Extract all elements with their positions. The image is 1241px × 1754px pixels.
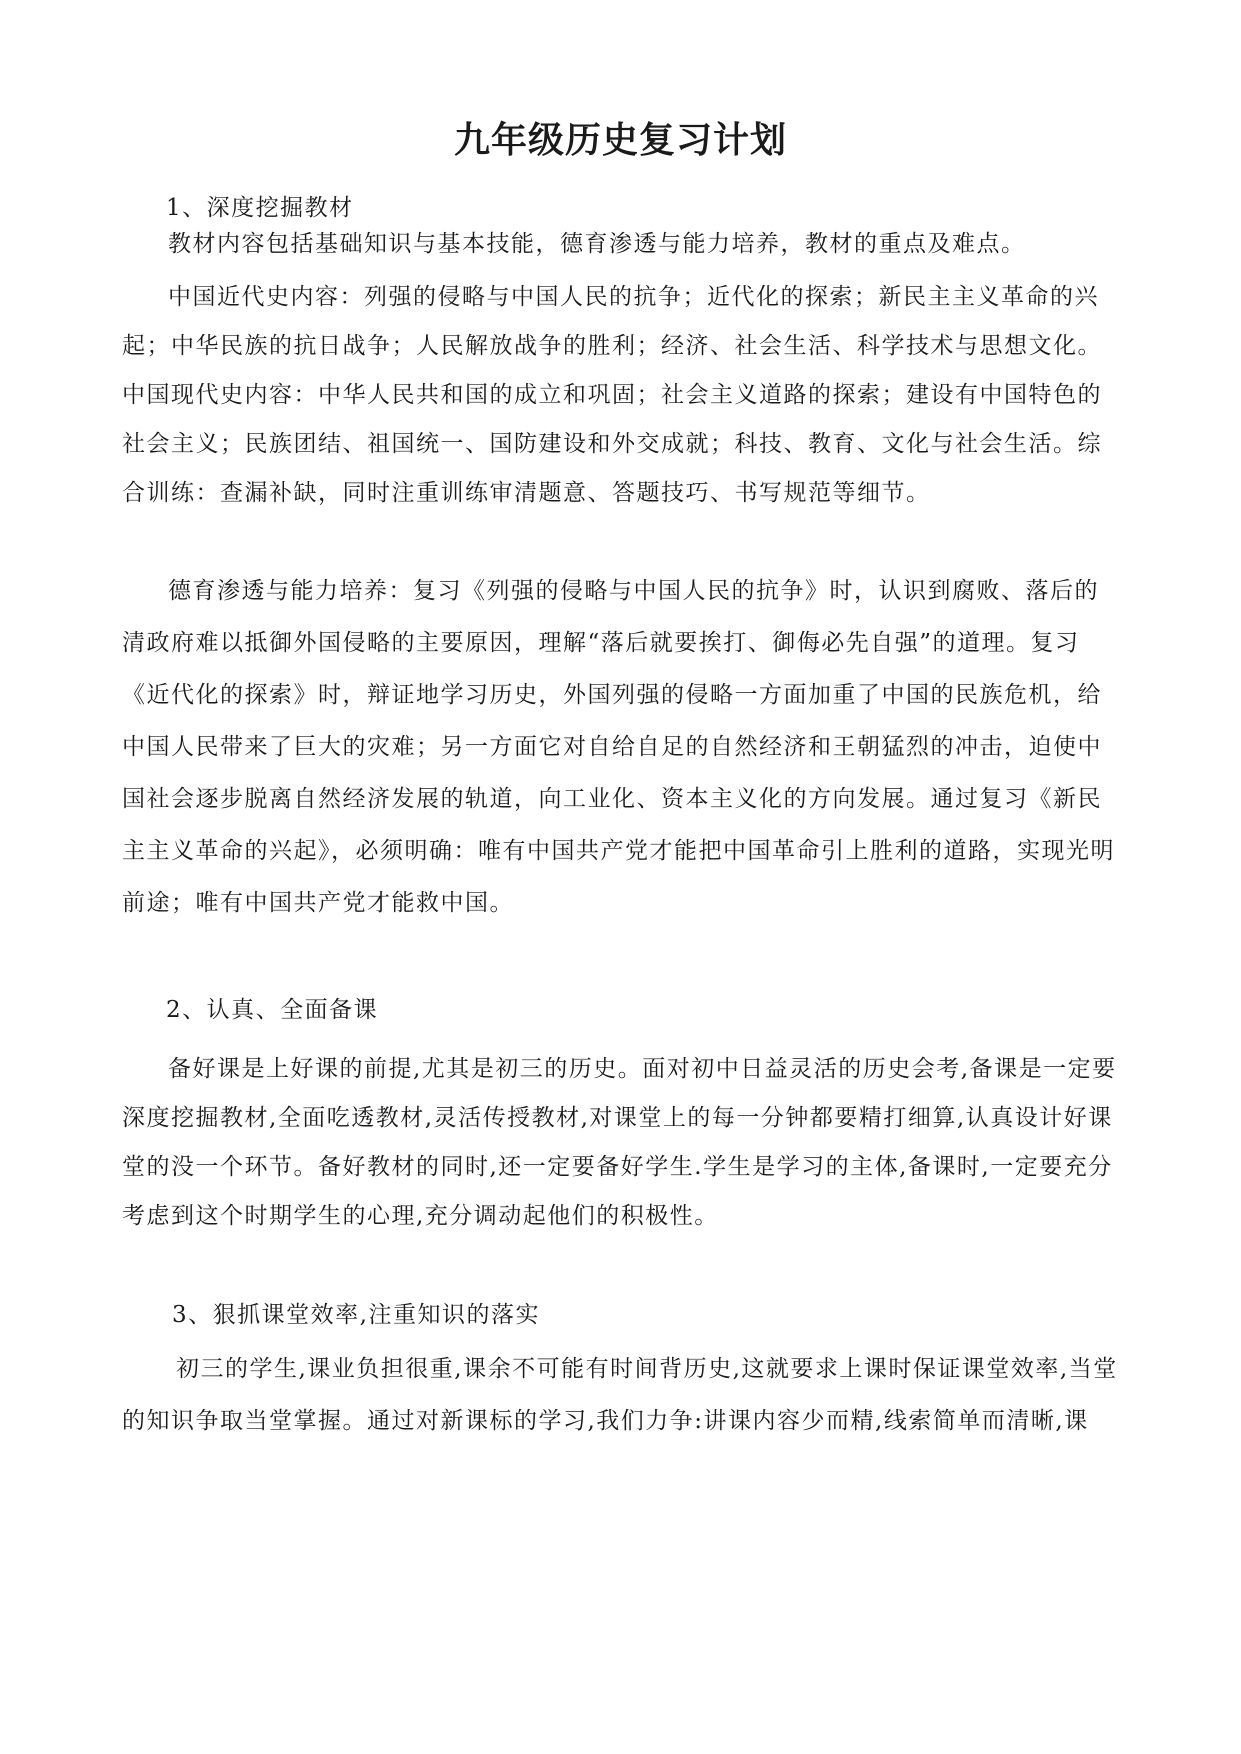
section-heading-3: 3、狠抓课堂效率,注重知识的落实	[172, 1302, 540, 1328]
document-title: 九年级历史复习计划	[453, 119, 787, 161]
paragraph-lesson-preparation: 备好课是上好课的前提,尤其是初三的历史。面对初中日益灵活的历史会考,备课是一定要深度挖掘教材,全面吃透教材,灵活传授教材,对课堂上的每一分钟都要精打细算,认真设计好课堂的没一个环节。备好教材的同时,还一定要备好学生.学生是学习的主体,备课时,一定要充分考虑到这个时期学生的心理,充分调动起他们的积极性。	[122, 1056, 1117, 1229]
paragraph-textbook-content: 教材内容包括基础知识与基本技能，德育渗透与能力培养，教材的重点及难点。	[168, 231, 1026, 257]
paragraph-history-content: 中国近代史内容：列强的侵略与中国人民的抗争；近代化的探索；新民主主义革命的兴起；中华民族的抗日战争；人民解放战争的胜利；经济、社会生活、科学技术与思想文化。中国现代史内容：中华人民共和国的成立和巩固；社会主义道路的探索；建设有中国特色的社会主义；民族团结、祖国统一、国防建设和外交成就；科技、教育、文化与社会生活。综合训练：查漏补缺，同时注重训练审清题意、答题技巧、书写规范等细节。	[122, 284, 1102, 506]
paragraph-moral-education: 德育渗透与能力培养：复习《列强的侵略与中国人民的抗争》时，认识到腐败、落后的清政府难以抵御外国侵略的主要原因，理解“落后就要挨打、御侮必先自强”的道理。复习《近代化的探索》时，辩证地学习历史，外国列强的侵略一方面加重了中国的民族危机，给中国人民带来了巨大的灾难；另一方面它对自给自足的自然经济和王朝猛烈的冲击，迫使中国社会逐步脱离自然经济发展的轨道，向工业化、资本主义化的方向发展。通过复习《新民主主义革命的兴起》，必须明确：唯有中国共产党才能把中国革命引上胜利的道路，实现光明前途；唯有中国共产党才能救中国。	[122, 578, 1115, 916]
section-heading-1: 1、深度挖掘教材	[166, 195, 354, 221]
section-heading-2: 2、认真、全面备课	[166, 997, 379, 1023]
paragraph-classroom-efficiency: 初三的学生,课业负担很重,课余不可能有时间背历史,这就要求上课时保证课堂效率,当堂的知识争取当堂掌握。通过对新课标的学习,我们力争:讲课内容少而精,线索简单而清晰,课	[122, 1356, 1118, 1434]
